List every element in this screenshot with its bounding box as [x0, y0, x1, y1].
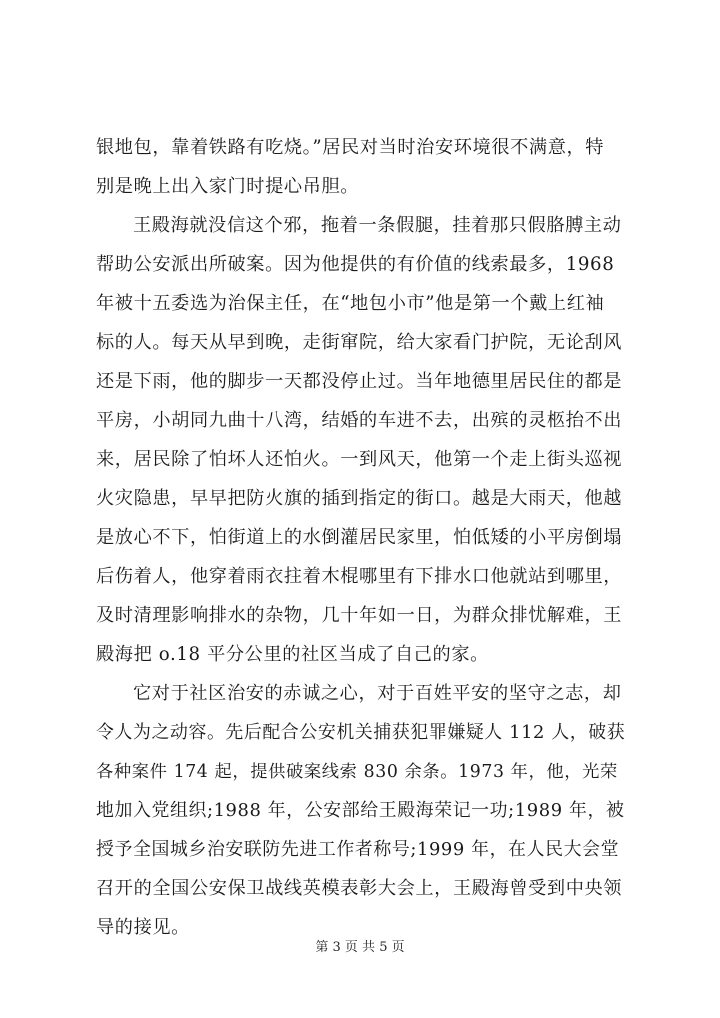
paragraph-3-line-2: 令人为之动容。先后配合公安机关捕获犯罪嫌疑人 112 人，破获: [96, 722, 626, 743]
page-number-footer: 第 3 页 共 5 页: [315, 940, 405, 955]
paragraph-2-line-4: 标的人。每天从早到晚，走街窜院，给大家看门护院，无论刮风: [96, 332, 623, 353]
paragraph-2-line-6: 平房，小胡同九曲十八湾，结婚的车进不去，出殡的灵柩抬不出: [96, 410, 623, 431]
paragraph-2-line-3: 年被十五委选为治保主任，在“地包小市”他是第一个戴上红袖: [96, 293, 605, 314]
paragraph-2-line-5: 还是下雨，他的脚步一天都没停止过。当年地德里居民住的都是: [96, 371, 623, 392]
paragraph-2-line-8: 火灾隐患，早早把防火旗的插到指定的街口。越是大雨天，他越: [96, 488, 623, 509]
paragraph-2-line-1: 王殿海就没信这个邪，拖着一条假腿，挂着那只假胳膊主动: [133, 215, 622, 236]
paragraph-2-line-2: 帮助公安派出所破案。因为他提供的有价值的线索最多，1968: [96, 254, 615, 275]
paragraph-3-line-5: 授予全国城乡治安联防先进工作者称号;1999 年，在人民大会堂: [96, 839, 620, 860]
paragraph-2-line-12: 殿海把 o.18 平分公里的社区当成了自己的家。: [96, 644, 489, 665]
paragraph-2-line-11: 及时清理影响排水的杂物，几十年如一日，为群众排忧解难，王: [96, 605, 623, 626]
paragraph-1-line-1: 银地包，靠着铁路有吃烧。”居民对当时治安环境很不满意，特: [96, 137, 605, 158]
paragraph-3-line-6: 召开的全国公安保卫战线英模表彰大会上，王殿海曾受到中央领: [96, 878, 623, 899]
paragraph-3-line-1: 它对于社区治安的赤诚之心，对于百姓平安的坚守之志，却: [133, 683, 622, 704]
paragraph-2-line-10: 后伤着人，他穿着雨衣拄着木棍哪里有下排水口他就站到哪里，: [96, 566, 623, 587]
paragraph-2-line-7: 来，居民除了怕坏人还怕火。一到风天，他第一个走上街头巡视: [96, 449, 623, 470]
paragraph-3-line-7: 导的接见。: [96, 917, 190, 938]
paragraph-3-line-4: 地加入党组织;1988 年，公安部给王殿海荣记一功;1989 年，被: [96, 800, 625, 821]
paragraph-1-line-2: 别是晚上出入家门时提心吊胆。: [96, 176, 360, 197]
paragraph-3-line-3: 各种案件 174 起，提供破案线索 830 余条。1973 年，他，光荣: [96, 762, 618, 782]
paragraph-2-line-9: 是放心不下，怕街道上的水倒灌居民家里，怕低矮的小平房倒塌: [96, 527, 623, 548]
